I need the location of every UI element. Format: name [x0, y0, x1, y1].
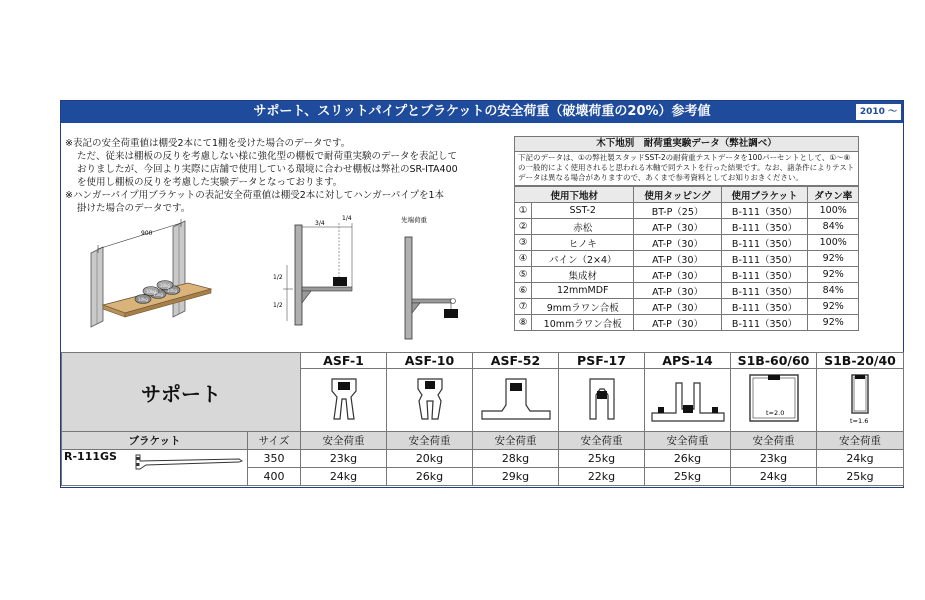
- test-table-row: [515, 235, 859, 251]
- material-cell: 集成材: [532, 267, 634, 283]
- load-value: 25kg: [645, 468, 731, 486]
- test-table-row: [515, 251, 859, 267]
- weight-label: 10kg: [160, 283, 170, 288]
- model-name: PSF-17: [559, 353, 645, 369]
- aps-14-profile-icon: [648, 375, 728, 423]
- thickness-label: t=2.0: [765, 408, 784, 417]
- test-table-note: 下記のデータは、①の弊社製スタッドSST-2の耐荷重テストデータを100パーセントとして、①〜⑧の一般的によく使用されると思われる木軸で同テストを行った結果です。なお、諸条件によりテストデータは異なる場合がありますので、あくまで参考資料としてお知りおきください。: [514, 152, 859, 186]
- material-cell: パイン（2×4）: [532, 251, 634, 267]
- bracket-cell: B-111（350）: [721, 315, 808, 331]
- bracket-cell: B-111（350）: [721, 203, 808, 219]
- profile-aps-14: [645, 369, 731, 432]
- load-value: 28kg: [473, 450, 559, 468]
- bracket-cell: B-111（350）: [721, 251, 808, 267]
- test-table-row: [515, 203, 859, 219]
- load-header-row: [62, 432, 904, 450]
- year-badge: 2010 〜: [856, 104, 901, 120]
- test-table-row: [515, 299, 859, 315]
- row-number: ③: [515, 235, 532, 251]
- size-value: 400: [248, 468, 301, 486]
- rate-cell: 84%: [808, 219, 859, 235]
- row-number: ④: [515, 251, 532, 267]
- dimension-quarter: 1/4: [342, 215, 352, 222]
- load-value: 26kg: [387, 468, 473, 486]
- model-name: S1B-20/40: [817, 353, 904, 369]
- rate-cell: 84%: [808, 283, 859, 299]
- rate-cell: 100%: [808, 203, 859, 219]
- bracket-label: ブラケット: [62, 432, 248, 450]
- rate-cell: 92%: [808, 299, 859, 315]
- row-number: ⑤: [515, 267, 532, 283]
- test-table-row: [515, 315, 859, 331]
- model-name: S1B-60/60: [731, 353, 817, 369]
- tapping-cell: AT-P（30）: [634, 315, 721, 331]
- load-value: 25kg: [559, 450, 645, 468]
- support-label: サポート: [62, 353, 301, 432]
- note-line: ※表記の安全荷重値は棚受2本にて1棚を受けた場合のデータです。: [65, 138, 351, 149]
- tapping-cell: AT-P（30）: [634, 267, 721, 283]
- weight-label: 10kg: [167, 288, 177, 293]
- row-number: ⑦: [515, 299, 532, 315]
- row-number: ①: [515, 203, 532, 219]
- psf-17-profile-icon: [582, 375, 622, 423]
- tapping-cell: AT-P（30）: [634, 235, 721, 251]
- load-label: 安全荷重: [473, 432, 559, 450]
- load-value: 20kg: [387, 450, 473, 468]
- model-header-row: [62, 353, 904, 369]
- rate-cell: 92%: [808, 251, 859, 267]
- material-cell: ヒノキ: [532, 235, 634, 251]
- panel-title-bar: [61, 101, 903, 123]
- material-cell: SST-2: [532, 203, 634, 219]
- bracket-cell: B-111（350）: [721, 267, 808, 283]
- load-value: 23kg: [301, 450, 387, 468]
- note-line: ※ハンガーパイプ用ブラケットの表記安全荷重値は棚受2本に対してハンガーパイプを1本: [65, 190, 445, 201]
- load-label: 安全荷重: [817, 432, 904, 450]
- distributed-load-diagram: [273, 215, 352, 325]
- illustrations: [63, 213, 515, 355]
- load-row-350: [62, 450, 904, 468]
- test-table-title: 木下地別 耐荷重実験データ（弊社調べ）: [514, 136, 859, 152]
- profile-asf-10: [387, 369, 473, 432]
- note-line: おりましたが、今回より実際に店舗で使用している環境に合わせ棚板は弊社のSR-ITA400: [77, 164, 458, 175]
- size-value: 350: [248, 450, 301, 468]
- panel-title: サポート、スリットパイプとブラケットの安全荷重（破壊荷重の20%）参考値: [253, 104, 711, 119]
- load-label: 安全荷重: [301, 432, 387, 450]
- profile-psf-17: [559, 369, 645, 432]
- profile-s1b-60-60: [731, 369, 817, 432]
- row-number: ⑥: [515, 283, 532, 299]
- bracket-model-cell: [62, 450, 248, 486]
- asf-52-profile-icon: [478, 375, 554, 423]
- tapping-cell: AT-P（30）: [634, 299, 721, 315]
- notes-block: [65, 137, 505, 215]
- test-table-row: [515, 219, 859, 235]
- column-header: ダウン率: [808, 187, 859, 203]
- load-value: 24kg: [817, 450, 904, 468]
- tapping-cell: AT-P（30）: [634, 283, 721, 299]
- model-name: ASF-10: [387, 353, 473, 369]
- column-header: 使用下地材: [515, 187, 634, 203]
- asf-1-profile-icon: [324, 375, 364, 423]
- material-cell: 12mmMDF: [532, 283, 634, 299]
- tapping-cell: AT-P（30）: [634, 219, 721, 235]
- note-line: を使用し棚板の反りを考慮した実験データとなっております。: [77, 177, 343, 188]
- load-label: 安全荷重: [559, 432, 645, 450]
- load-value: 24kg: [731, 468, 817, 486]
- bracket-cell: B-111（350）: [721, 219, 808, 235]
- rate-cell: 92%: [808, 315, 859, 331]
- note-line: 掛けた場合のデータです。: [77, 203, 191, 214]
- dimension-half-bottom: 1/2: [273, 302, 283, 309]
- load-value: 24kg: [301, 468, 387, 486]
- rate-cell: 92%: [808, 267, 859, 283]
- load-value: 25kg: [817, 468, 904, 486]
- test-table-row: [515, 283, 859, 299]
- material-cell: 9mmラワン合板: [532, 299, 634, 315]
- load-value: 29kg: [473, 468, 559, 486]
- bracket-icon: [134, 453, 244, 471]
- tip-load-diagram: [401, 215, 458, 339]
- model-name: ASF-52: [473, 353, 559, 369]
- weight-label: 10kg: [153, 292, 163, 297]
- s1b-60-60-profile-icon: [744, 371, 804, 427]
- note-line: ただ、従来は棚板の反りを考慮しない様に強化型の棚板で耐荷重実験のデータを表記して: [77, 151, 458, 162]
- load-label: 安全荷重: [387, 432, 473, 450]
- dimension-three-quarter: 3/4: [315, 220, 325, 227]
- model-name: APS-14: [645, 353, 731, 369]
- profile-asf-52: [473, 369, 559, 432]
- tapping-cell: BT-P（25）: [634, 203, 721, 219]
- rate-cell: 100%: [808, 235, 859, 251]
- safe-load-section: [61, 352, 903, 486]
- wood-load-test-panel: [514, 136, 859, 331]
- row-number: ②: [515, 219, 532, 235]
- material-cell: 10mmラワン合板: [532, 315, 634, 331]
- column-header: 使用ブラケット: [721, 187, 808, 203]
- bracket-cell: B-111（350）: [721, 299, 808, 315]
- column-header: 使用タッピング: [634, 187, 721, 203]
- test-table: [514, 186, 859, 331]
- tapping-cell: AT-P（30）: [634, 251, 721, 267]
- dimension-900: 900: [141, 230, 153, 237]
- test-table-body: [515, 203, 859, 331]
- load-label: 安全荷重: [645, 432, 731, 450]
- load-value: 26kg: [645, 450, 731, 468]
- load-value: 22kg: [559, 468, 645, 486]
- test-table-header-row: [515, 187, 859, 203]
- bracket-cell: B-111（350）: [721, 235, 808, 251]
- profile-asf-1: [301, 369, 387, 432]
- weight-label: 10kg: [138, 297, 148, 302]
- load-value: 23kg: [731, 450, 817, 468]
- s1b-20-40-profile-icon: [840, 371, 880, 427]
- bracket-cell: B-111（350）: [721, 283, 808, 299]
- load-reference-panel: [60, 100, 904, 488]
- weight-label: 10kg: [146, 289, 156, 294]
- load-label: 安全荷重: [731, 432, 817, 450]
- shelf-illustration: [91, 219, 211, 327]
- profile-s1b-20-40: [817, 369, 904, 432]
- test-table-row: [515, 267, 859, 283]
- tip-load-label: 先端荷重: [401, 216, 427, 224]
- material-cell: 赤松: [532, 219, 634, 235]
- asf-10-profile-icon: [410, 375, 450, 423]
- dimension-half-top: 1/2: [273, 274, 283, 281]
- model-name: ASF-1: [301, 353, 387, 369]
- size-label: サイズ: [248, 432, 301, 450]
- thickness-label: t=1.6: [850, 416, 869, 425]
- bracket-model: R-111GS: [64, 450, 117, 463]
- row-number: ⑧: [515, 315, 532, 331]
- safe-load-table: [61, 352, 904, 486]
